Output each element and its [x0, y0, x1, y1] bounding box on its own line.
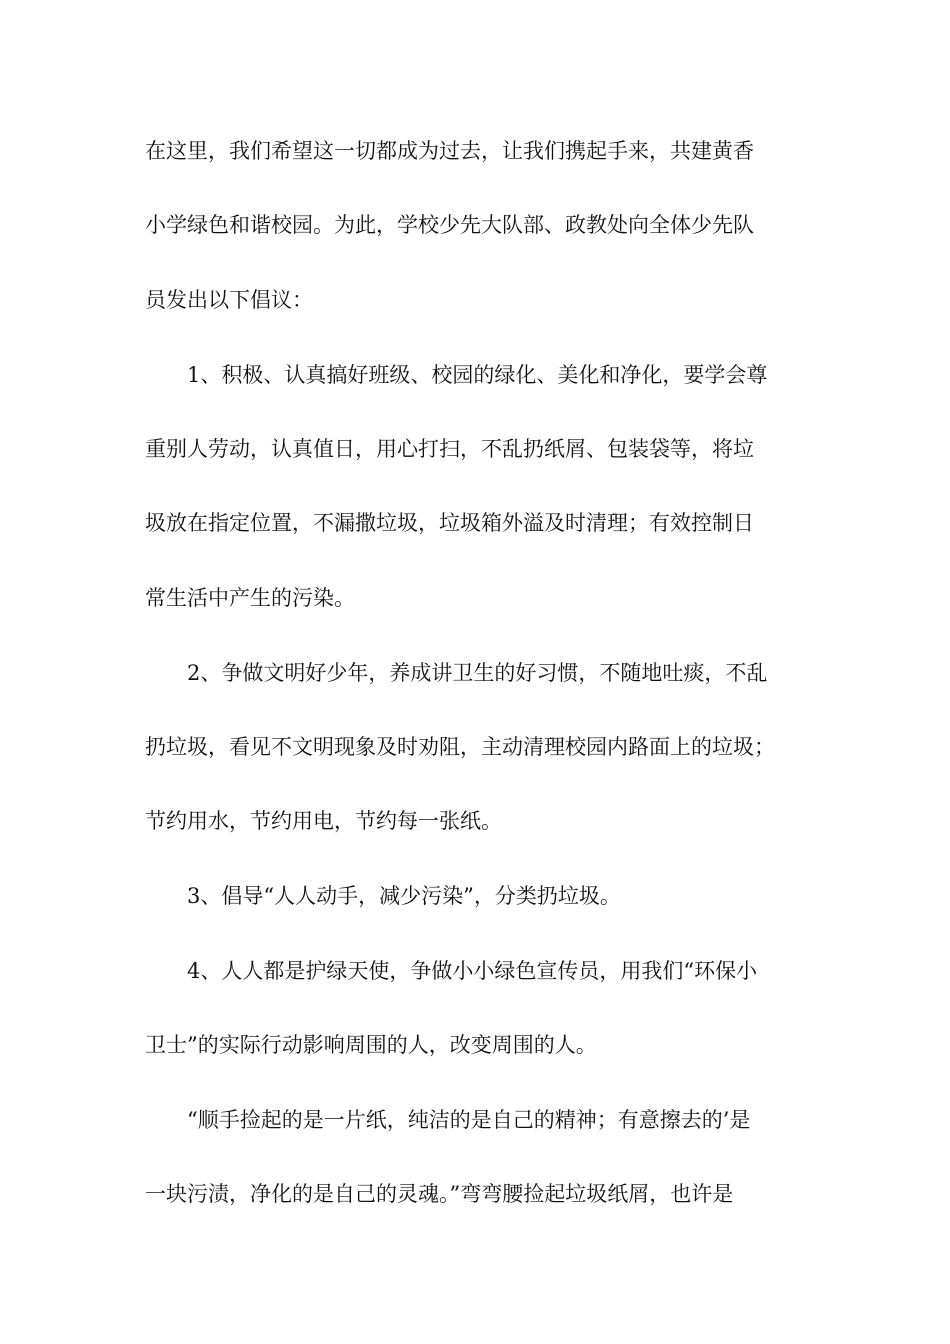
text-line: 小学绿色和谐校园。为此，学校少先大队部、政教处向全体少先队 — [145, 213, 754, 237]
text-line: 1、积极、认真搞好班级、校园的绿化、美化和净化，要学会尊 — [145, 363, 768, 387]
text-line: “顺手捡起的是一片纸，纯洁的是自己的精神；有意擦去的’是 — [145, 1108, 751, 1132]
text-line: 节约用水，节约用电，节约每一张纸。 — [145, 809, 502, 833]
text-line: 卫士”的实际行动影响周围的人，改变周围的人。 — [145, 1033, 597, 1057]
text-line: 重别人劳动，认真值日，用心打扫，不乱扔纸屑、包装袋等，将垃 — [145, 437, 754, 461]
text-line: 圾放在指定位置，不漏撒垃圾，垃圾箱外溢及时清理；有效控制日 — [145, 511, 754, 535]
text-line: 常生活中产生的污染。 — [145, 586, 355, 610]
text-line: 2、争做文明好少年，养成讲卫生的好习惯，不随地吐痰，不乱 — [145, 661, 768, 685]
text-line: 员发出以下倡议： — [145, 288, 313, 312]
text-line: 在这里，我们希望这一切都成为过去，让我们携起手来，共建黄香 — [145, 139, 754, 163]
text-line: 3、倡导“人人动手，减少污染”，分类扔垃圾。 — [145, 884, 621, 908]
text-line: 4、人人都是护绿天使，争做小小绿色宣传员，用我们“环保小 — [145, 959, 758, 983]
text-line: 一块污渍，净化的是自己的灵魂。”弯弯腰捡起垃圾纸屑，也许是 — [145, 1182, 734, 1206]
text-line: 扔垃圾，看见不文明现象及时劝阻，主动清理校园内路面上的垃圾； — [145, 735, 775, 759]
